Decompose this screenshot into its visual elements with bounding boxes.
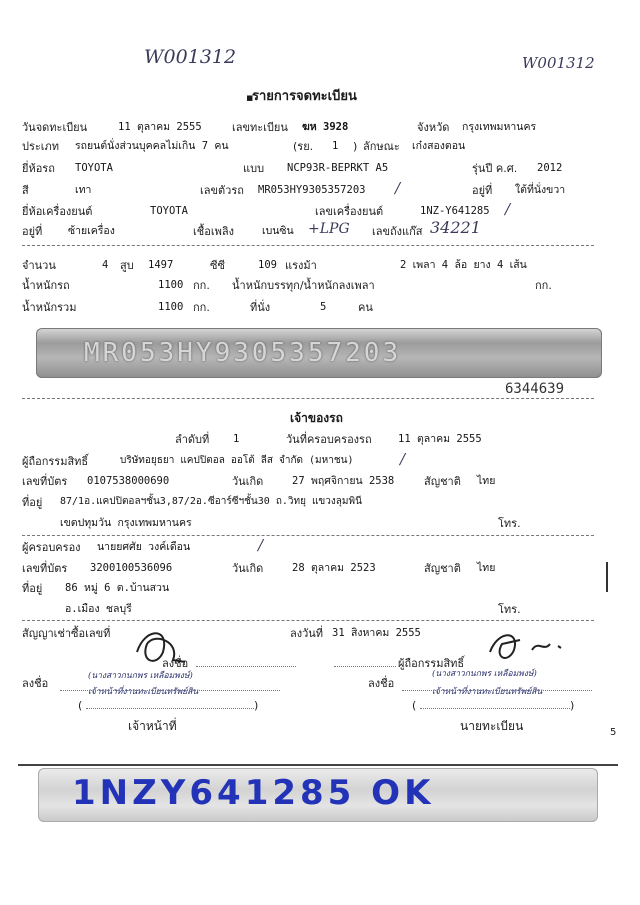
order-label: ลำดับที่: [175, 433, 210, 446]
fuel-type: เบนซิน: [262, 225, 294, 237]
divider: [22, 398, 594, 399]
check-mark: /: [258, 536, 264, 554]
signature-line: [60, 690, 280, 691]
check-mark: /: [395, 179, 401, 197]
address-label: ที่อยู่: [22, 496, 43, 509]
horsepower: 109: [258, 259, 277, 271]
gas-tank-number: 34221: [430, 218, 481, 237]
chassis-location: ใต้ที่นั่งขวา: [515, 184, 566, 196]
hp-label: แรงม้า: [285, 259, 317, 272]
nationality-label: สัญชาติ: [424, 475, 461, 488]
signature-line: [86, 708, 254, 709]
sign-date: 31 สิงหาคม 2555: [332, 627, 421, 639]
nationality2: ไทย: [477, 562, 496, 574]
stamp-left-role: เจ้าหน้าที่งานทะเบียนทรัพย์สิน: [88, 687, 199, 697]
sign-date-label: ลงวันที่: [290, 627, 324, 640]
gross-weight: 1100: [158, 301, 184, 313]
owner-section-title: เจ้าของรถ: [290, 411, 343, 425]
gas-label: เลขถังแก๊ส: [372, 225, 423, 238]
address-line-1: 87/1อ.แคปปิตอลฯชั้น3,87/2อ.ซีอาร์ซีฯชั้น30 ถ.วิทยุ แขวงลุมพินี: [60, 496, 362, 507]
signature-line: [402, 690, 592, 691]
vehicle-style: เก๋งสองตอน: [412, 140, 466, 152]
chassis-rubbing-strip: [36, 328, 602, 378]
engine-brand: TOYOTA: [150, 205, 188, 217]
strip-number: 6344639: [505, 381, 565, 397]
reg-date-label: วันจดทะเบียน: [22, 121, 88, 134]
year-label: รุ่นปี ค.ศ.: [472, 162, 518, 175]
address2-label: ที่อยู่: [22, 582, 43, 595]
card2-label: เลขที่บัตร: [22, 562, 68, 575]
stamp-right-name: (นางสาวกนกพร เหลือมพงษ์): [432, 669, 537, 679]
model: NCP93R-BEPRKT A5: [287, 162, 389, 174]
vehicle-type: รถยนต์นั่งส่วนบุคคลไม่เกิน 7 คน: [75, 140, 229, 152]
paren-open: (: [78, 699, 83, 712]
cylinder-label: สูบ: [120, 259, 134, 272]
nationality2-label: สัญชาติ: [424, 562, 461, 575]
order-number: 1: [233, 433, 240, 445]
count-label: จำนวน: [22, 259, 56, 272]
cylinder-count: 4: [102, 259, 109, 271]
seats-label: ที่นั่ง: [250, 301, 271, 314]
fuel-label: เชื้อเพลิง: [193, 225, 234, 238]
paren-close: ): [570, 699, 575, 712]
lease-label: สัญญาเช่าซื้อเลขที่: [22, 627, 111, 640]
province-label: จังหวัด: [417, 121, 450, 134]
holder-signature: [480, 622, 570, 672]
chassis-loc-label: อยู่ที่: [472, 184, 493, 197]
chassis-number: MR053HY9305357203: [258, 184, 366, 196]
holder-sign-label: ผู้ถือกรรมสิทธิ์: [398, 657, 465, 670]
officer-label: เจ้าหน้าที่: [128, 719, 177, 733]
cc-label: ซีซี: [210, 259, 225, 272]
load-unit: กก.: [535, 279, 552, 292]
address-line-2: เขตปทุมวัน กรุงเทพมหานคร: [60, 517, 192, 529]
possessor-name: นายยศศัย วงค์เดือน: [97, 541, 191, 553]
signature-line: [420, 708, 570, 709]
engine-tape-text: 1NZY641285 OK: [72, 773, 435, 813]
nationality: ไทย: [477, 475, 496, 487]
address2-line-2: อ.เมือง ชลบุรี: [65, 603, 132, 615]
model-year: 2012: [537, 162, 563, 174]
reg-date: 11 ตุลาคม 2555: [118, 121, 202, 133]
engine-no-label: เลขเครื่องยนต์: [315, 205, 384, 218]
engine-cc: 1497: [148, 259, 174, 271]
chassis-rubbing-text: MR053HY9305357203: [84, 338, 402, 368]
birth2-date: 28 ตุลาคม 2523: [292, 562, 376, 574]
engine-tape-strip: [38, 768, 598, 822]
divider: [22, 535, 594, 536]
load-label: น้ำหนักบรรทุก/น้ำหนักลงเพลา: [232, 279, 375, 292]
doc-id-left: W001312: [144, 46, 237, 68]
page-title: รายการจดทะเบียน: [252, 89, 357, 104]
seats-unit: คน: [358, 301, 373, 314]
plate-label: เลขทะเบียน: [232, 121, 288, 134]
color-label: สี: [22, 184, 29, 197]
gross-label: น้ำหนักรวม: [22, 301, 77, 314]
margin-mark: [606, 562, 608, 592]
since-label: วันที่ครอบครองรถ: [286, 433, 372, 446]
vehicle-weight: 1100: [158, 279, 184, 291]
sign-label: ลงชื่อ: [22, 677, 49, 690]
chassis-label: เลขตัวรถ: [200, 184, 244, 197]
paren-close: ): [254, 699, 259, 712]
axle-info: 2 เพลา 4 ล้อ ยาง 4 เส้น: [400, 259, 527, 271]
bullet-icon: ▪: [246, 91, 254, 104]
weight-label: น้ำหนักรถ: [22, 279, 70, 292]
divider: [22, 620, 594, 621]
model-label: แบบ: [243, 162, 265, 175]
signature-line: [196, 666, 296, 667]
color: เทา: [75, 184, 92, 196]
engine-brand-label: ยี่ห้อเครื่องยนต์: [22, 205, 93, 218]
divider: [22, 245, 594, 246]
page-number: 5: [610, 727, 617, 738]
check-mark: /: [400, 450, 406, 468]
divider: [18, 764, 618, 766]
birth-label: วันเกิด: [232, 475, 264, 488]
check-mark: /: [505, 200, 511, 218]
holder-name: บริษัทอยุธยา แคปปิตอล ออโต้ ลีส จำกัด (มหาชน): [120, 455, 354, 466]
seats: 5: [320, 301, 327, 313]
province: กรุงเทพมหานคร: [462, 121, 537, 133]
rs-label: (รย.: [293, 140, 314, 153]
stamp-right-role: เจ้าหน้าที่งานทะเบียนทรัพย์สิน: [432, 687, 543, 697]
engine-loc-label: อยู่ที่: [22, 225, 43, 238]
paren-open: (: [412, 699, 417, 712]
tel-label: โทร.: [498, 517, 521, 530]
engine-location: ซ้ายเครื่อง: [68, 225, 115, 237]
registrar-label: นายทะเบียน: [460, 719, 524, 733]
rs-close: ): [353, 140, 358, 153]
plate-number: ฆห 3928: [302, 121, 349, 133]
rs-value: 1: [332, 140, 339, 152]
style-label: ลักษณะ: [363, 140, 400, 153]
address2-line-1: 86 หมู่ 6 ต.บ้านสวน: [65, 582, 170, 594]
gross-unit: กก.: [193, 301, 210, 314]
card-label: เลขที่บัตร: [22, 475, 68, 488]
tel2-label: โทร.: [498, 603, 521, 616]
card2-number: 3200100536096: [90, 562, 173, 574]
possessor-label: ผู้ครอบครอง: [22, 541, 81, 554]
holder-label: ผู้ถือกรรมสิทธิ์: [22, 455, 89, 468]
birth2-label: วันเกิด: [232, 562, 264, 575]
weight-unit: กก.: [193, 279, 210, 292]
brand: TOYOTA: [75, 162, 113, 174]
signature-line: [334, 666, 396, 667]
type-label: ประเภท: [22, 140, 60, 153]
birth-date: 27 พฤศจิกายน 2538: [292, 475, 395, 487]
possession-date: 11 ตุลาคม 2555: [398, 433, 482, 445]
stamp-left-name: (นางสาวกนกพร เหลือมพงษ์): [88, 671, 193, 681]
fuel-handwritten: +LPG: [308, 221, 350, 237]
sign-label: ลงชื่อ: [162, 657, 189, 670]
doc-id-right: W001312: [522, 54, 595, 72]
engine-number: 1NZ-Y641285: [420, 205, 490, 217]
brand-label: ยี่ห้อรถ: [22, 162, 55, 175]
sign-label: ลงชื่อ: [368, 677, 395, 690]
card-number: 0107538000690: [87, 475, 170, 487]
